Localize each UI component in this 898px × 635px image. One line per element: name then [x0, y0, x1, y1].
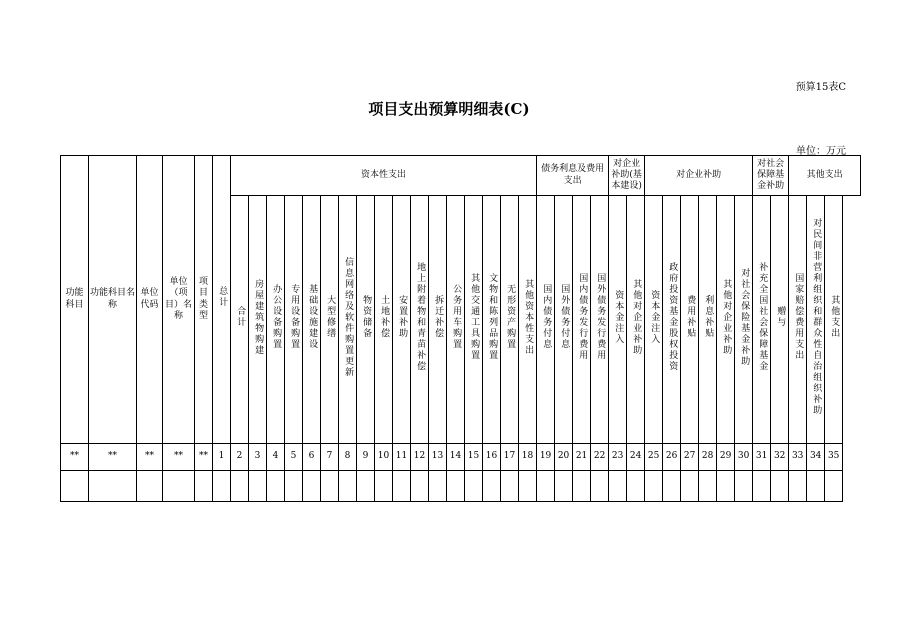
empty-data-cell[interactable]: [137, 471, 163, 502]
empty-data-cell[interactable]: [537, 471, 555, 502]
column-number-cell: 16: [483, 444, 501, 471]
empty-data-cell[interactable]: [483, 471, 501, 502]
unit-label: 单位：万元: [796, 146, 846, 157]
column-number-cell: 22: [591, 444, 609, 471]
subheader-col-21: 国内债务发行费用: [573, 196, 591, 444]
empty-data-cell[interactable]: [663, 471, 681, 502]
subheader-col-18: 其他资本性支出: [519, 196, 537, 444]
column-number-cell: 6: [303, 444, 321, 471]
subheader-col-10: 土地补偿: [375, 196, 393, 444]
column-number-cell: 28: [699, 444, 717, 471]
header-unit-code: 单位代码: [137, 156, 163, 444]
empty-data-cell[interactable]: [231, 471, 249, 502]
column-number-cell: 15: [465, 444, 483, 471]
column-number-cell: 27: [681, 444, 699, 471]
column-number-cell: 4: [267, 444, 285, 471]
empty-data-cell[interactable]: [429, 471, 447, 502]
column-number-cell: 11: [393, 444, 411, 471]
empty-data-cell[interactable]: [195, 471, 213, 502]
subheader-col-3: 房屋建筑物购建: [249, 196, 267, 444]
subheader-col-34: 对民间非营利组织和群众性自治组织补助: [807, 196, 825, 444]
subheader-col-13: 拆迁补偿: [429, 196, 447, 444]
column-number-cell: 25: [645, 444, 663, 471]
subheader-col-16: 文物和陈列品购置: [483, 196, 501, 444]
header-unit-name: 单位（项目）名称: [163, 156, 195, 444]
empty-data-cell[interactable]: [519, 471, 537, 502]
column-number-cell: 26: [663, 444, 681, 471]
subheader-col-20: 国外债务付息: [555, 196, 573, 444]
page-title: 项目支出预算明细表(C): [368, 100, 530, 118]
column-number-cell: 24: [627, 444, 645, 471]
group-other: 其他支出: [789, 156, 861, 196]
left-value-cell: **: [163, 444, 195, 471]
empty-data-cell[interactable]: [717, 471, 735, 502]
subheader-col-24: 其他对企业补助: [627, 196, 645, 444]
group-social-security: 对社会保障基金补助: [753, 156, 789, 196]
left-value-cell: **: [137, 444, 163, 471]
subheader-col-22: 国外债务发行费用: [591, 196, 609, 444]
subheader-col-32: 赠与: [771, 196, 789, 444]
column-number-cell: 2: [231, 444, 249, 471]
column-number-cell: 29: [717, 444, 735, 471]
group-debt: 债务利息及费用支出: [537, 156, 609, 196]
subheader-col-30: 对社会保险基金补助: [735, 196, 753, 444]
column-number-cell: 9: [357, 444, 375, 471]
empty-data-cell[interactable]: [771, 471, 789, 502]
empty-data-cell[interactable]: [375, 471, 393, 502]
subheader-col-19: 国内债务付息: [537, 196, 555, 444]
column-number-cell: 33: [789, 444, 807, 471]
column-number-cell: 32: [771, 444, 789, 471]
subheader-col-5: 专用设备购置: [285, 196, 303, 444]
subheader-col-15: 其他交通工具购置: [465, 196, 483, 444]
subheader-col-28: 利息补贴: [699, 196, 717, 444]
empty-data-cell[interactable]: [339, 471, 357, 502]
column-number-cell: 20: [555, 444, 573, 471]
subheader-col-35: 其他支出: [825, 196, 843, 444]
empty-data-cell[interactable]: [321, 471, 339, 502]
subheader-col-7: 大型修缮: [321, 196, 339, 444]
column-number-cell: 30: [735, 444, 753, 471]
empty-data-cell[interactable]: [825, 471, 843, 502]
empty-data-cell[interactable]: [465, 471, 483, 502]
left-value-cell: **: [61, 444, 89, 471]
empty-data-cell[interactable]: [735, 471, 753, 502]
empty-data-cell[interactable]: [249, 471, 267, 502]
subheader-col-31: 补充全国社会保障基金: [753, 196, 771, 444]
column-number-cell: 14: [447, 444, 465, 471]
column-number-cell: 19: [537, 444, 555, 471]
empty-data-cell[interactable]: [61, 471, 89, 502]
header-total: 总计: [213, 156, 231, 444]
empty-data-cell[interactable]: [681, 471, 699, 502]
header-project-type: 项目类型: [195, 156, 213, 444]
empty-data-cell[interactable]: [447, 471, 465, 502]
subheader-col-12: 地上附着物和青苗补偿: [411, 196, 429, 444]
column-number-cell: 17: [501, 444, 519, 471]
subheader-col-26: 政府投资基金股权投资: [663, 196, 681, 444]
empty-data-cell[interactable]: [285, 471, 303, 502]
column-number-cell: 21: [573, 444, 591, 471]
empty-data-cell[interactable]: [555, 471, 573, 502]
column-number-cell: 1: [213, 444, 231, 471]
column-number-cell: 18: [519, 444, 537, 471]
column-number-cell: 8: [339, 444, 357, 471]
subheader-col-25: 资本金注入: [645, 196, 663, 444]
empty-data-cell[interactable]: [357, 471, 375, 502]
subheader-col-8: 信息网络及软件购置更新: [339, 196, 357, 444]
empty-data-cell[interactable]: [393, 471, 411, 502]
header-func-code: 功能科目: [61, 156, 89, 444]
empty-data-cell[interactable]: [789, 471, 807, 502]
subheader-col-17: 无形资产购置: [501, 196, 519, 444]
empty-data-cell[interactable]: [609, 471, 627, 502]
empty-data-cell[interactable]: [411, 471, 429, 502]
subheader-col-33: 国家赔偿费用支出: [789, 196, 807, 444]
group-enterprise: 对企业补助: [645, 156, 753, 196]
empty-data-cell[interactable]: [807, 471, 825, 502]
column-number-cell: 23: [609, 444, 627, 471]
column-number-cell: 35: [825, 444, 843, 471]
column-number-cell: 5: [285, 444, 303, 471]
empty-data-cell[interactable]: [573, 471, 591, 502]
subheader-col-11: 安置补助: [393, 196, 411, 444]
column-number-cell: 13: [429, 444, 447, 471]
subheader-col-14: 公务用车购置: [447, 196, 465, 444]
empty-data-cell[interactable]: [627, 471, 645, 502]
header-func-name: 功能科目名称: [89, 156, 137, 444]
column-number-cell: 34: [807, 444, 825, 471]
column-number-cell: 3: [249, 444, 267, 471]
empty-data-cell[interactable]: [89, 471, 137, 502]
empty-data-cell[interactable]: [213, 471, 231, 502]
subheader-col-23: 资本金注入: [609, 196, 627, 444]
subheader-col-27: 费用补贴: [681, 196, 699, 444]
column-number-cell: 12: [411, 444, 429, 471]
empty-data-cell[interactable]: [753, 471, 771, 502]
group-enterprise-capital: 对企业补助(基本建设): [609, 156, 645, 196]
subheader-col-6: 基础设施建设: [303, 196, 321, 444]
left-value-cell: **: [89, 444, 137, 471]
empty-data-cell[interactable]: [699, 471, 717, 502]
budget-table: [60, 155, 861, 502]
left-value-cell: **: [195, 444, 213, 471]
empty-data-cell[interactable]: [501, 471, 519, 502]
subheader-col-9: 物资储备: [357, 196, 375, 444]
empty-data-cell[interactable]: [303, 471, 321, 502]
subheader-col-4: 办公设备购置: [267, 196, 285, 444]
empty-data-cell[interactable]: [163, 471, 195, 502]
column-number-cell: 31: [753, 444, 771, 471]
empty-data-cell[interactable]: [267, 471, 285, 502]
form-number: 预算15表C: [795, 82, 846, 93]
subheader-col-29: 其他对企业补助: [717, 196, 735, 444]
subheader-col-2: 合计: [231, 196, 249, 444]
column-number-cell: 10: [375, 444, 393, 471]
column-number-cell: 7: [321, 444, 339, 471]
empty-data-cell[interactable]: [645, 471, 663, 502]
group-capital: 资本性支出: [231, 156, 537, 196]
empty-data-cell[interactable]: [591, 471, 609, 502]
